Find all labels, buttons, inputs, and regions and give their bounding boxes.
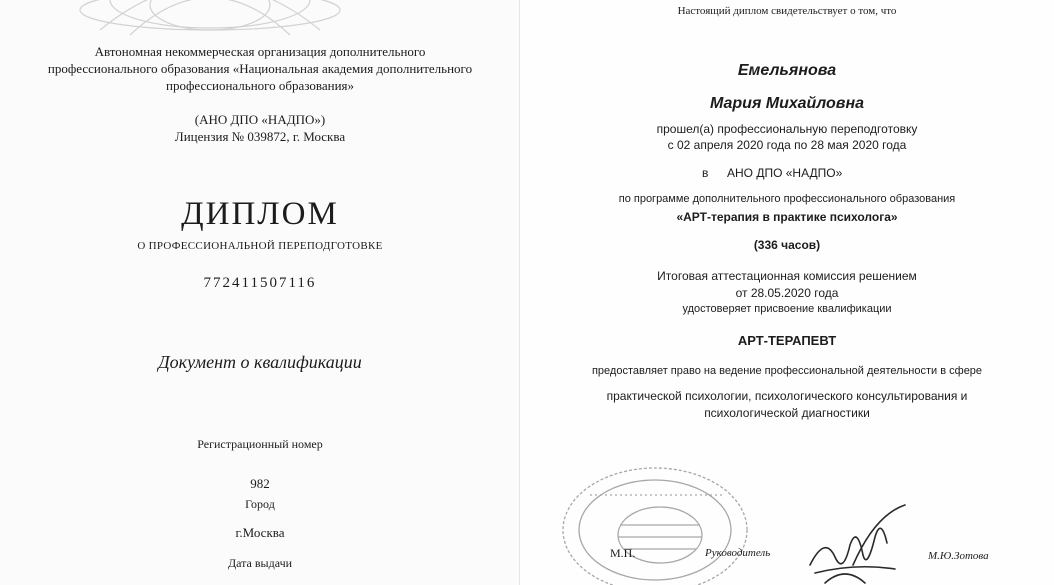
city-label: Город — [245, 497, 275, 511]
org-name-line-1: Автономная некоммерческая организация дополнительного — [94, 44, 426, 59]
diploma-subtitle: О ПРОФЕССИОНАЛЬНОЙ ПЕРЕПОДГОТОВКЕ — [137, 240, 383, 252]
diploma-left-page — [0, 0, 520, 585]
registration-number: 982 — [250, 476, 270, 491]
org-name-line-2: профессионального образования «Национальная академия дополнительного — [47, 61, 473, 76]
issue-date-label: Дата выдачи — [227, 556, 293, 570]
recipient-given-names: Мария Михайловна — [709, 95, 865, 112]
commission-line-1: Итоговая аттестационная комиссия решением — [657, 269, 917, 283]
activity-field-line-2: психологической диагностики — [704, 406, 870, 420]
city-value: г.Москва — [235, 525, 285, 540]
diploma-serial-number: 772411507116 — [203, 275, 317, 291]
institution-name: АНО ДПО «НАДПО» — [727, 166, 843, 180]
license-line: Лицензия № 039872, г. Москва — [174, 129, 346, 144]
stamp-place-label: М.П. — [610, 546, 636, 560]
org-name-line-3: профессионального образования» — [165, 78, 355, 93]
completed-line: прошел(а) профессиональную переподготовку — [656, 122, 918, 136]
registration-number-label: Регистрационный номер — [197, 437, 323, 451]
diploma-title: ДИПЛОМ — [181, 196, 339, 232]
program-hours: (336 часов) — [753, 238, 821, 252]
round-stamp-icon — [550, 455, 750, 585]
document-type: Документ о квалификации — [158, 352, 362, 372]
qualification-title: АРТ-ТЕРАПЕВТ — [737, 333, 837, 348]
commission-line-3: удостоверяет присвоение квалификации — [682, 303, 892, 315]
head-label: Руководитель — [705, 547, 771, 559]
decorative-ornament-icon — [60, 0, 360, 40]
diploma-right-page — [520, 0, 1054, 585]
program-name: «АРТ-терапия в практике психолога» — [676, 210, 898, 224]
in-label: в — [702, 166, 709, 180]
commission-date: от 28.05.2020 года — [735, 286, 839, 300]
study-period: с 02 апреля 2020 года по 28 мая 2020 года — [667, 138, 907, 152]
recipient-surname: Емельянова — [737, 62, 837, 79]
program-intro: по программе дополнительного профессионального образования — [618, 193, 956, 205]
intro-line: Настоящий диплом свидетельствует о том, что — [677, 5, 897, 17]
head-name: М.Ю.Зотова — [928, 550, 989, 562]
activity-field-line-1: практической психологии, психологического консультирования и — [606, 389, 968, 403]
org-abbreviation: (АНО ДПО «НАДПО») — [194, 112, 326, 127]
signature-icon — [795, 495, 935, 585]
rights-line: предоставляет право на ведение профессиональной деятельности в сфере — [591, 365, 983, 377]
